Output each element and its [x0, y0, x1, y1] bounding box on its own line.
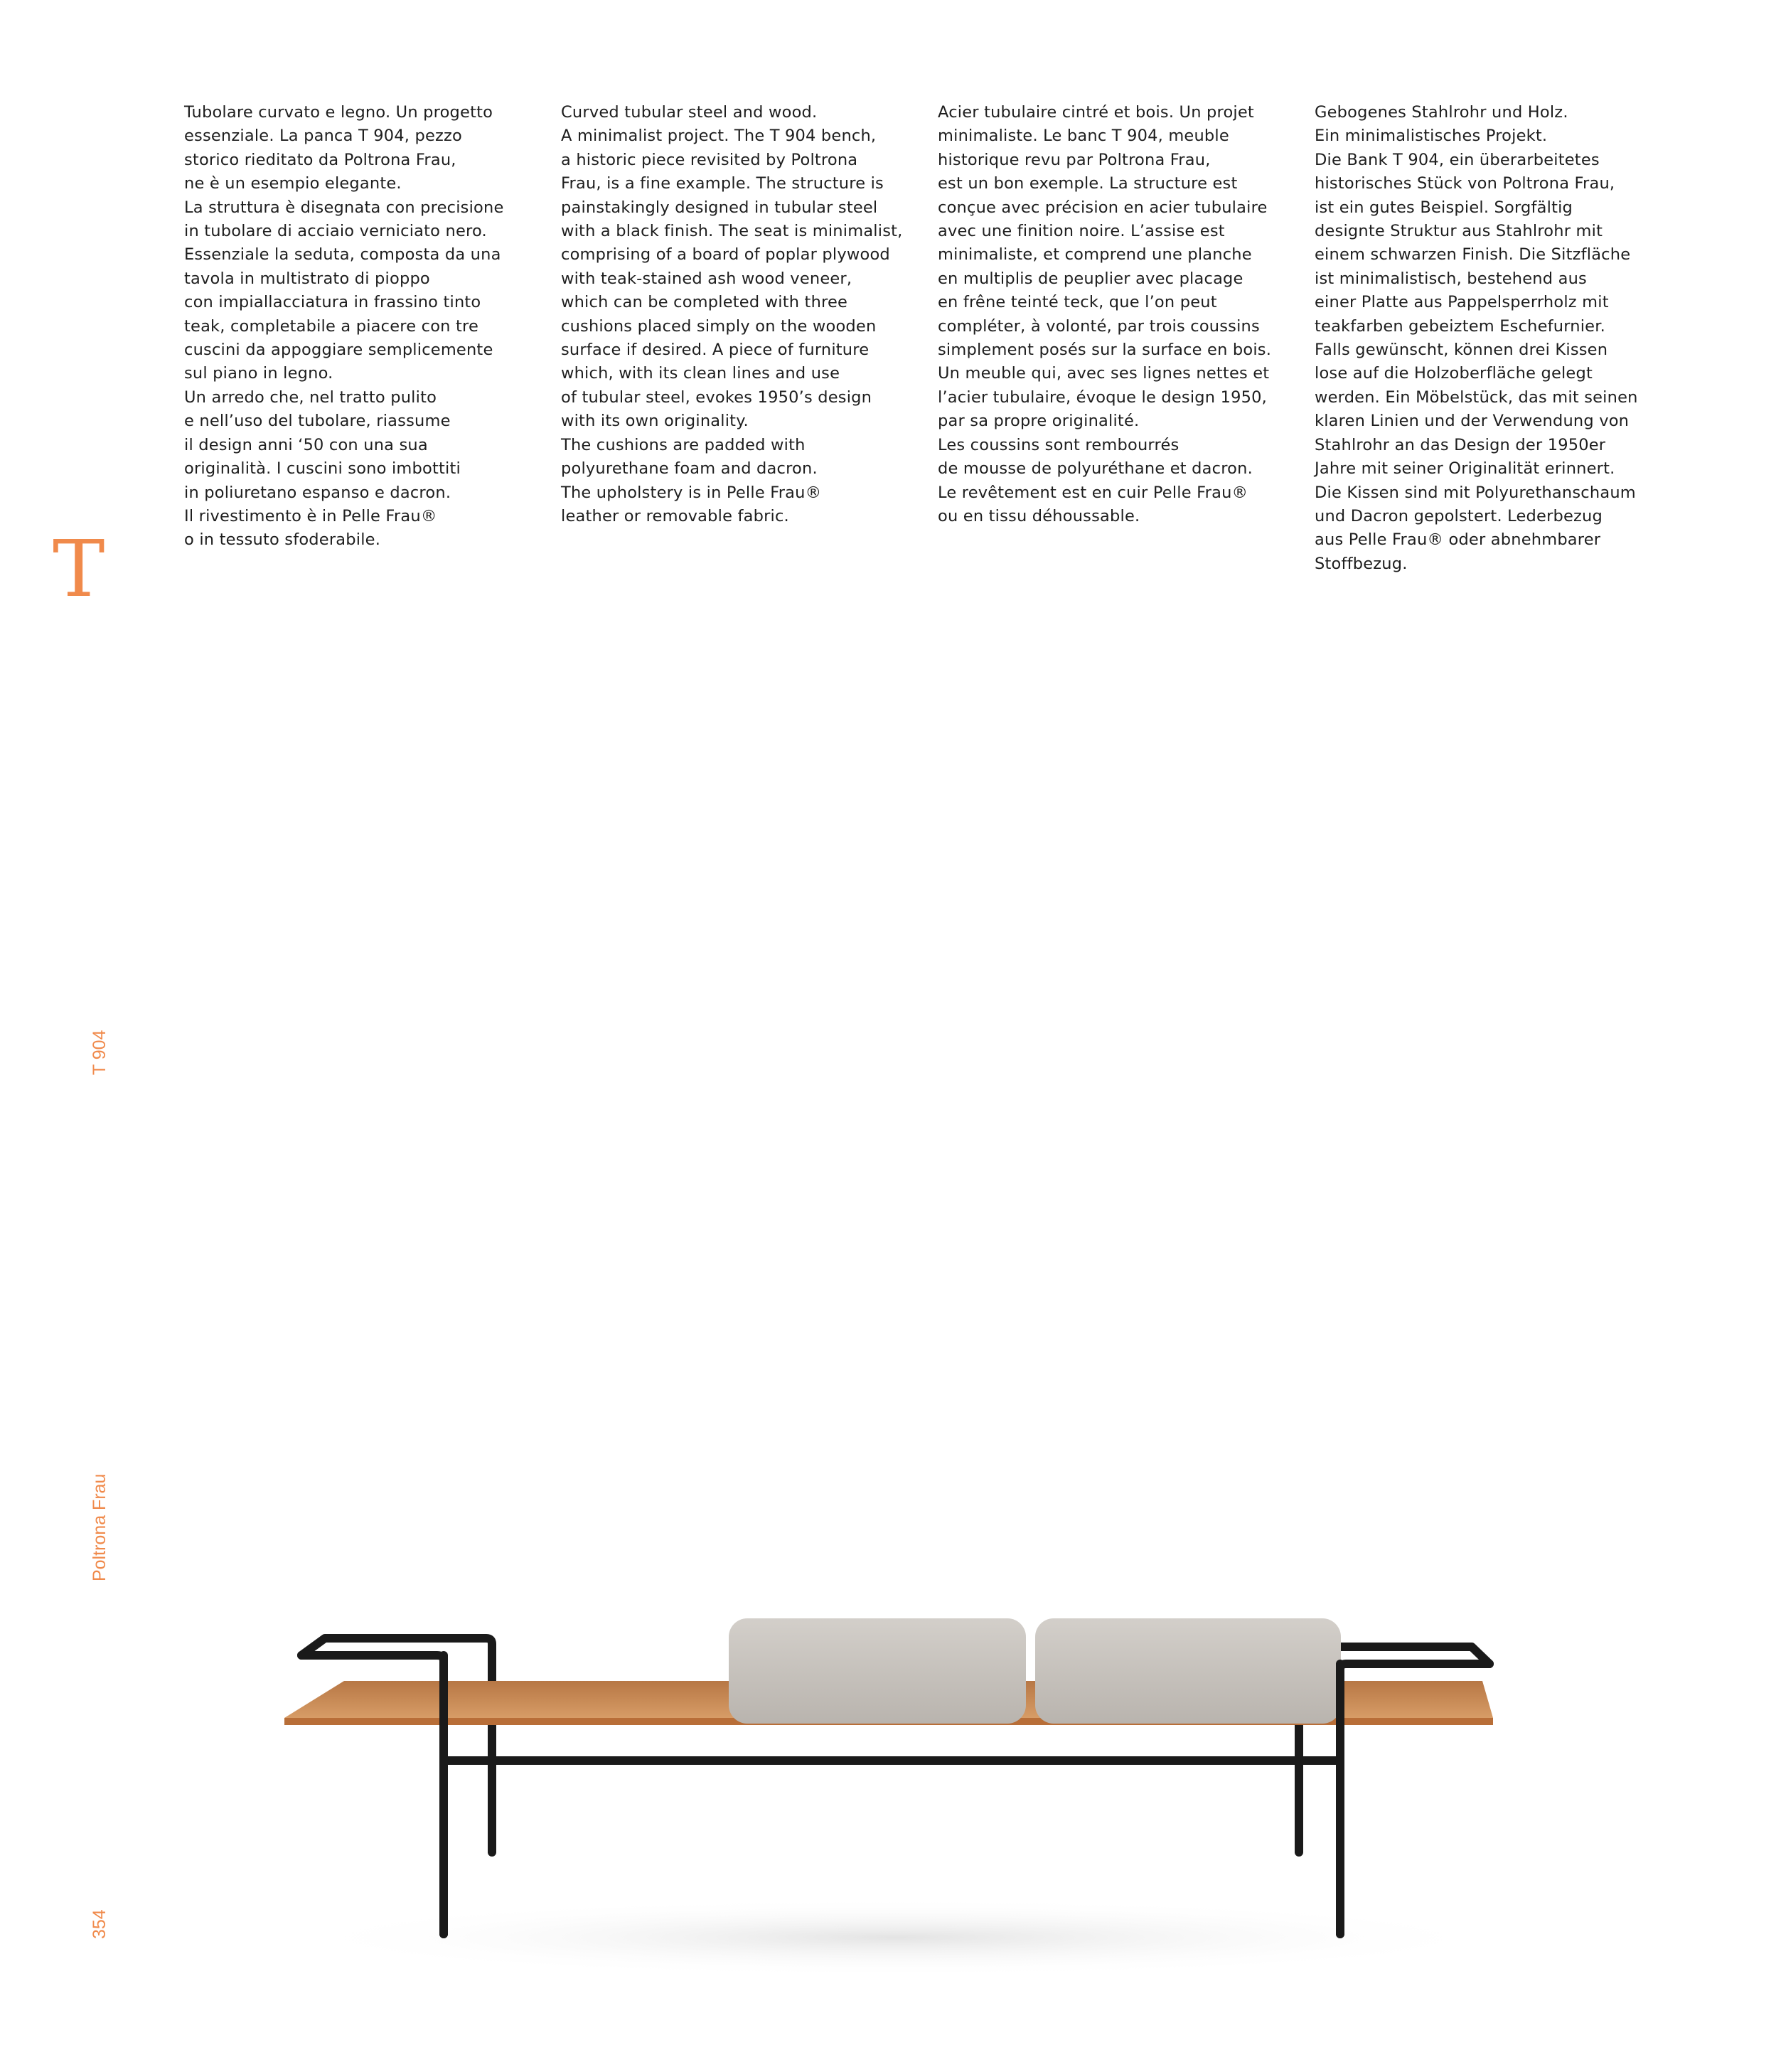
section-letter: T — [53, 523, 105, 614]
floor-shadow — [284, 1899, 1507, 1977]
text-column-french: Acier tubulaire cintré et bois. Un projet minimaliste. Le banc T 904, meuble historique revu par Poltrona Frau, est un bon exemple. La structure est conçue avec précision en acier tubulaire avec une finition noire. L’assise est minimaliste, et comprend une planche en multiplis de peuplier avec placage en frêne teinté teck, que l’on peut compléter, à volonté, par trois coussins simplement posés sur la surface en bois. Un meuble qui, avec ses lignes nettes et l’acier tubulaire, évoque le design 1950, par sa propre originalité. Les coussins sont rembourrés de mousse de polyuréthane et dacron. Le revêtement est en cuir Pelle Frau® ou en tissu déhoussable. — [938, 103, 1272, 525]
text-column-german: Gebogenes Stahlrohr und Holz. Ein minimalistisches Projekt. Die Bank T 904, ein überarbeitetes historisches Stück von Poltrona Frau, ist ein gutes Beispiel. Sorgfältig designte Struktur aus Stahlrohr mit einem schwarzen Finish. Die Sitzfläche ist minimalistisch, bestehend aus einer Platte aus Pappelsperrholz mit teakfarben gebeiztem Eschefurnier. Falls gewünscht, können drei Kissen lose auf die Holzoberfläche gelegt werden. Ein Möbelstück, das mit seinen klaren Linien und der Verwendung von Stahlrohr an das Design der 1950er Jahre mit seiner Originalität erinnert. Die Kissen sind mit Polyurethanschaum und Dacron gepolstert. Lederbezug aus Pelle Frau® oder abnehmbarer Stoffbezug. — [1315, 103, 1638, 573]
text-column-english: Curved tubular steel and wood. A minimalist project. The T 904 bench, a historic piece revisited by Poltrona Frau, is a fine example. The structure is painstakingly designed in tubular steel with a black finish. The seat is minimalist, comprising of a board of poplar plywood with teak-stained ash wood veneer, which can be completed with three cushions placed simply on the wooden surface if desired. A piece of furniture which, with its clean lines and use of tubular steel, evokes 1950’s design with its own originality. The cushions are padded with polyurethane foam and dacron. The upholstery is in Pelle Frau® leather or removable fabric. — [561, 103, 903, 525]
bench-photo — [270, 1564, 1521, 1991]
text-column-italian: Tubolare curvato e legno. Un progetto essenziale. La panca T 904, pezzo storico rieditato da Poltrona Frau, ne è un esempio elegante. La struttura è disegnata con precisione in tubolare di acciaio verniciato nero. Essenziale la seduta, composta da una tavola in multistrato di pioppo con impiallacciatura in frassino tinto teak, completabile a piacere con tre cuscini da appoggiare semplicemente sul piano in legno. Un arredo che, nel tratto pulito e nell’uso del tubolare, riassume il design anni ‘50 con una sua originalità. I cuscini sono imbottiti in poliuretano espanso e dacron. Il rivestimento è in Pelle Frau® o in tessuto sfoderabile. — [184, 103, 504, 550]
brand-label: Poltrona Frau — [90, 1473, 109, 1581]
page-number: 354 — [90, 1909, 109, 1939]
model-name-label: T 904 — [90, 1030, 109, 1075]
